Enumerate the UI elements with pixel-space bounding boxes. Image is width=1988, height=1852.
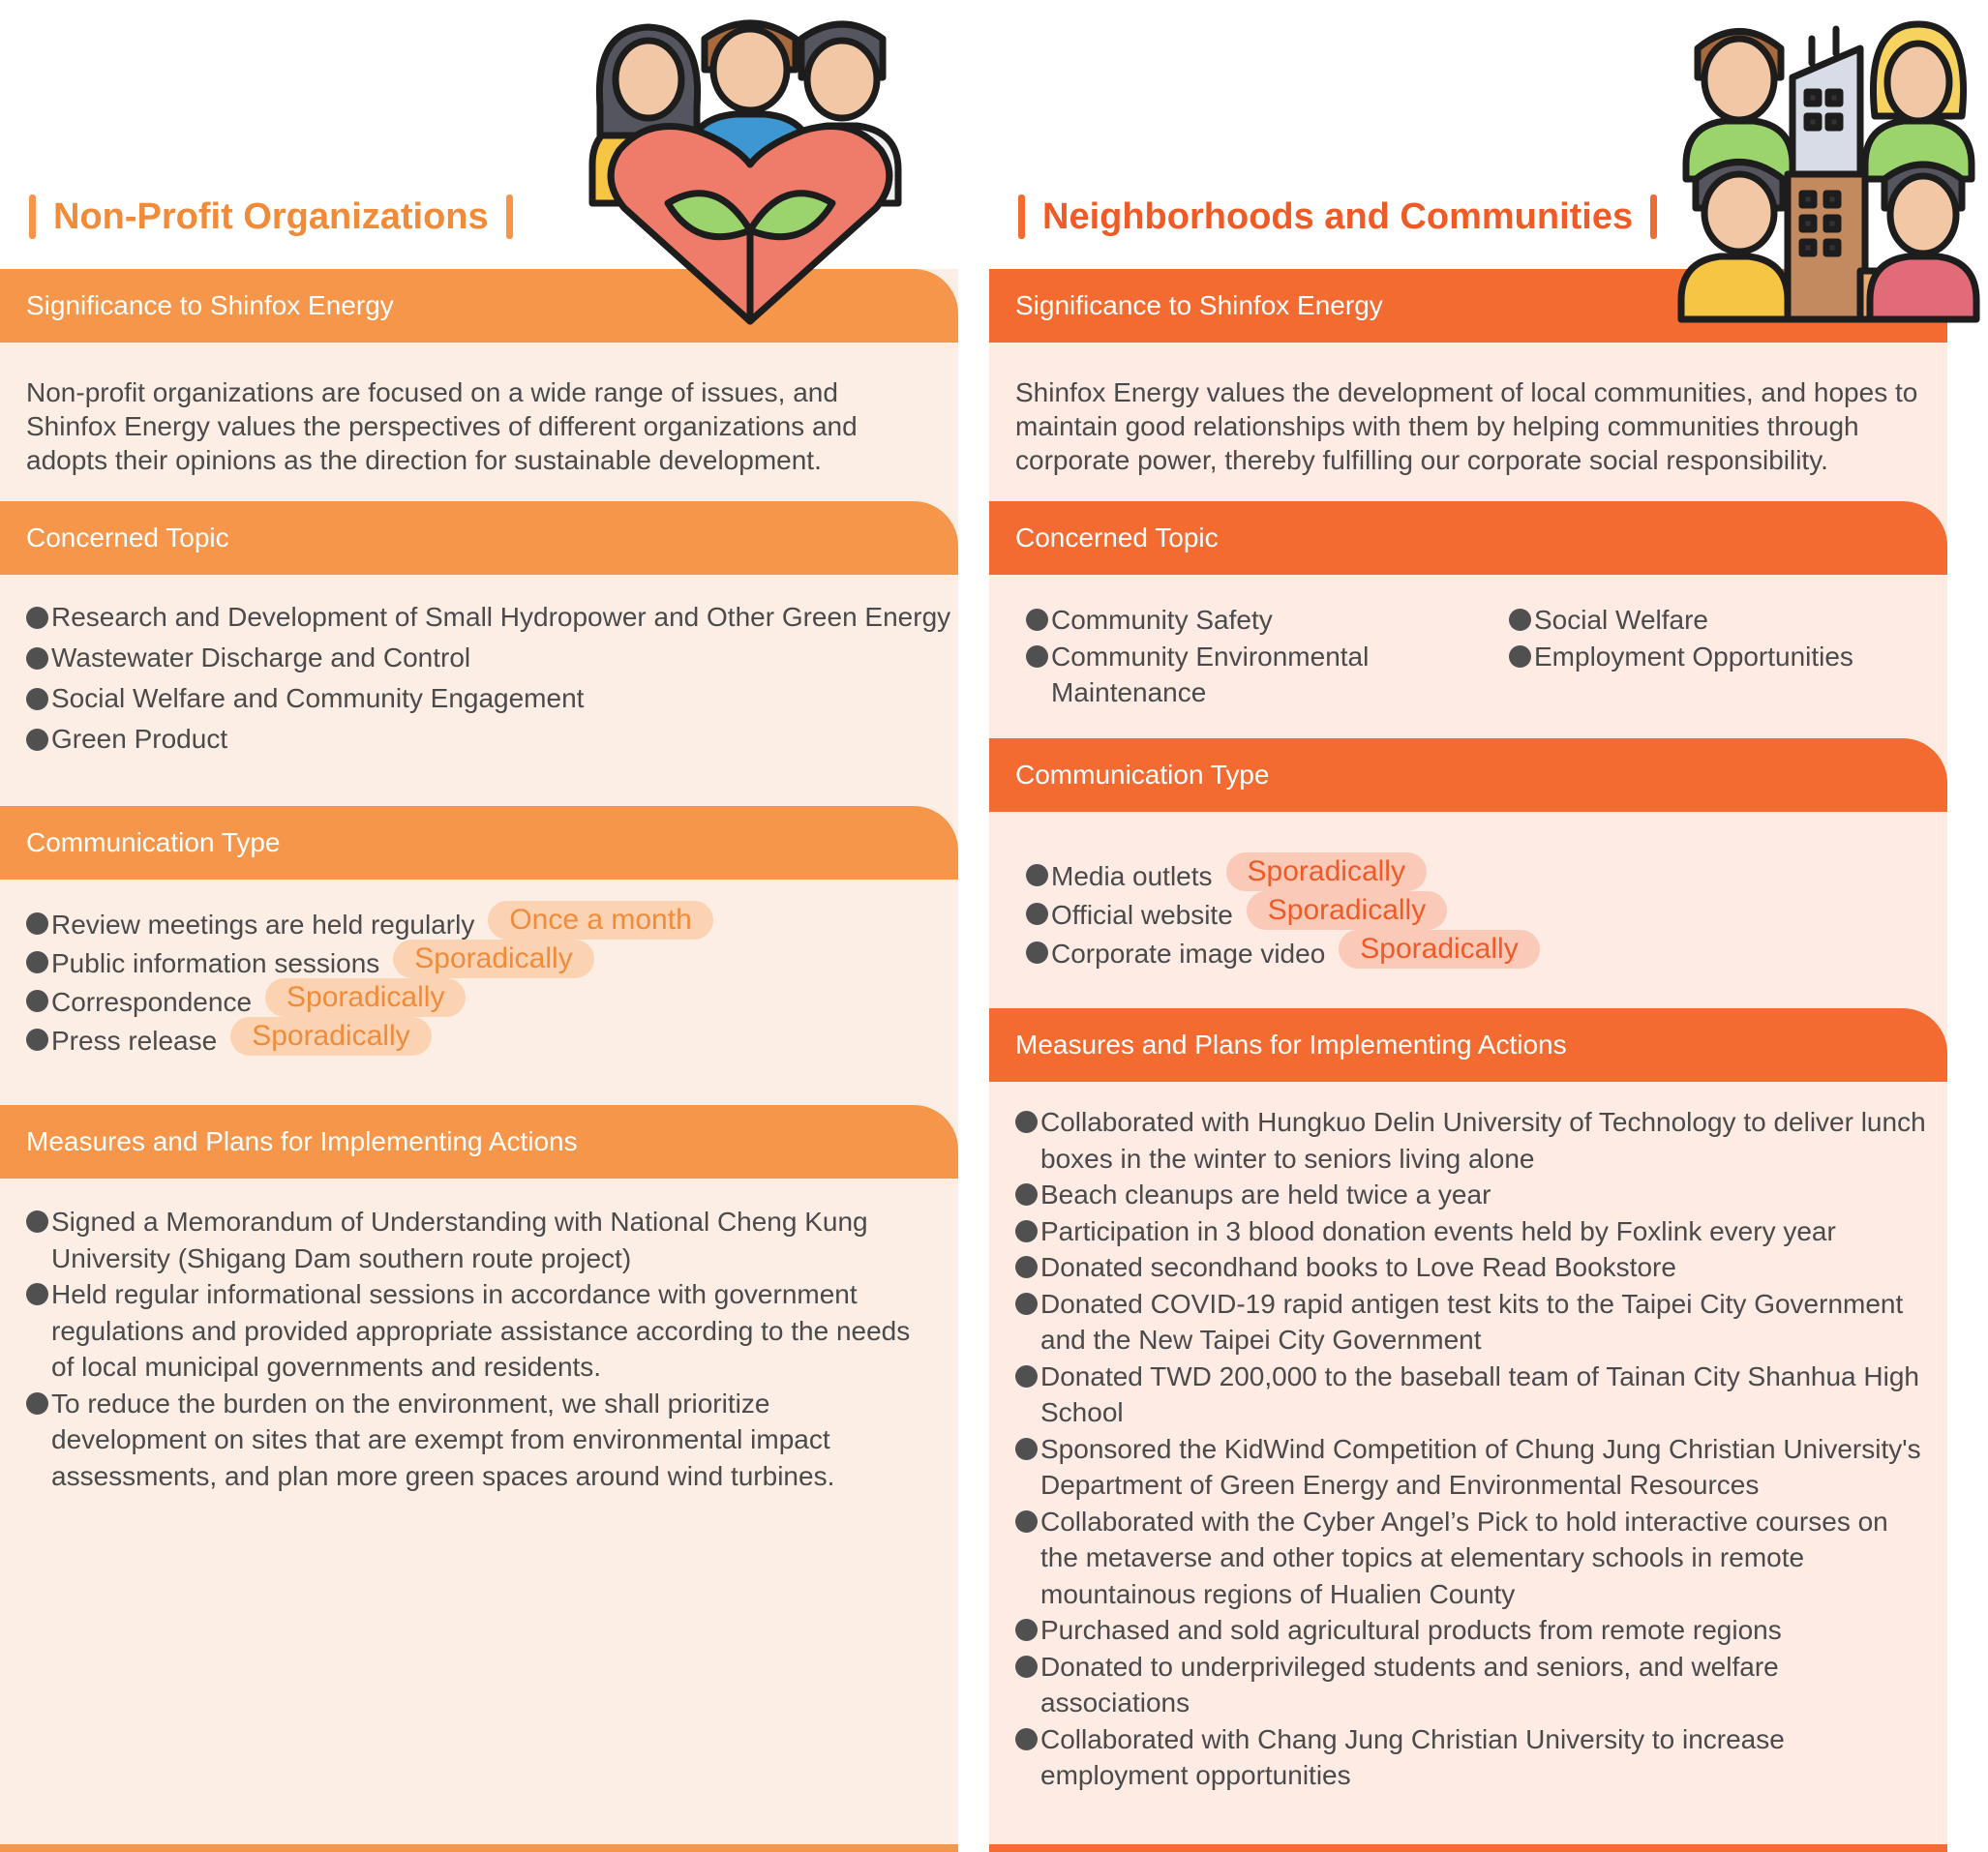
people-heart-sprout-icon <box>581 10 910 329</box>
bullet-icon <box>26 1392 48 1415</box>
bullet-icon <box>1026 941 1048 964</box>
nonprofit-measures-list <box>26 1204 926 1494</box>
frequency-tag: Sporadically <box>1247 891 1447 930</box>
nonprofit-significance-text: Non-profit organizations are focused on a wide range of issues, and Shinfox Energy values the perspectives of different organizations and adopts their opinions as the direction for sustainable development. <box>26 377 858 475</box>
list-item: Corporate image video Sporadically <box>1026 935 1936 973</box>
bullet-icon <box>26 990 48 1012</box>
list-item: Social Welfare and Community Engagement <box>26 678 955 719</box>
bullet-icon <box>1509 645 1531 668</box>
list-item: Held regular informational sessions in accordance with government regulations and provided appropriate assistance according to the needs of local municipal governments and residents. <box>26 1276 926 1386</box>
title-bar-right <box>1650 194 1657 239</box>
bullet-icon <box>1015 1256 1038 1278</box>
list-item: Press release Sporadically <box>26 1022 955 1060</box>
nonprofit-concerned-topic-heading: Concerned Topic <box>0 501 958 575</box>
list-item: Donated COVID-19 rapid antigen test kits to the Taipei City Government and the New Taipei City Government <box>1015 1286 1930 1359</box>
frequency-tag: Sporadically <box>265 978 466 1017</box>
bullet-icon <box>1015 1183 1038 1206</box>
community-title: Neighborhoods and Communities <box>1042 195 1634 237</box>
list-item: Research and Development of Small Hydropower and Other Green Energy <box>26 597 955 638</box>
bullet-icon <box>1015 1293 1038 1315</box>
list-item: Media outlets Sporadically <box>1026 857 1936 896</box>
nonprofit-topic-list <box>26 597 955 760</box>
bullet-icon <box>1026 645 1048 668</box>
community-significance-text: Shinfox Energy values the development of local communities, and hopes to maintain good relationships with them by helping communities through corporate power, thereby fulfilling our corporate social responsibility. <box>1015 377 1918 475</box>
list-item: Social Welfare <box>1509 602 1935 639</box>
community-concerned-topic-heading: Concerned Topic <box>989 501 1947 575</box>
list-item: Community Safety <box>1026 602 1481 639</box>
nonprofit-significance-heading: Significance to Shinfox Energy <box>0 269 958 343</box>
list-item: Participation in 3 blood donation events held by Foxlink every year <box>1015 1213 1930 1250</box>
bullet-icon <box>1026 903 1048 925</box>
community-communication-heading: Communication Type <box>989 738 1947 812</box>
frequency-tag: Sporadically <box>393 940 593 978</box>
list-item: Donated to underprivileged students and seniors, and welfare associations <box>1015 1649 1930 1721</box>
bullet-icon <box>26 647 48 670</box>
bullet-icon <box>1015 1438 1038 1460</box>
bullet-icon <box>26 1210 48 1233</box>
frequency-tag: Once a month <box>488 901 712 940</box>
community-card <box>989 269 1947 1852</box>
list-item: Collaborated with Hungkuo Delin University of Technology to deliver lunch boxes in the winter to seniors living alone <box>1015 1104 1930 1177</box>
list-item: Public information sessions Sporadically <box>26 944 955 983</box>
list-item: Collaborated with the Cyber Angel’s Pick to hold interactive courses on the metaverse and other topics at elementary schools in remote mountainous regions of Hualien County <box>1015 1504 1930 1613</box>
nonprofit-communication-heading: Communication Type <box>0 806 958 880</box>
bullet-icon <box>1509 609 1531 631</box>
list-item: Official website Sporadically <box>1026 896 1936 935</box>
list-item: Employment Opportunities <box>1509 639 1935 675</box>
title-bar-right <box>506 194 513 239</box>
bullet-icon <box>1026 609 1048 631</box>
list-item: Purchased and sold agricultural products from remote regions <box>1015 1612 1930 1649</box>
community-title-group <box>1018 192 1657 242</box>
bullet-icon <box>1015 1656 1038 1678</box>
community-column <box>989 0 1947 1852</box>
list-item: Review meetings are held regularly Once a month <box>26 906 955 944</box>
frequency-tag: Sporadically <box>1339 930 1539 969</box>
bullet-icon <box>26 1283 48 1305</box>
frequency-tag: Sporadically <box>230 1017 431 1056</box>
bullet-icon <box>1015 1510 1038 1533</box>
community-significance-heading: Significance to Shinfox Energy <box>989 269 1947 343</box>
bullet-icon <box>26 607 48 629</box>
bullet-icon <box>26 1029 48 1051</box>
nonprofit-measures-heading: Measures and Plans for Implementing Actions <box>0 1105 958 1179</box>
list-item: Collaborated with Chang Jung Christian University to increase employment opportunities <box>1015 1721 1930 1794</box>
bullet-icon <box>26 912 48 935</box>
community-topic-list-col2 <box>1509 602 1935 674</box>
title-bar-left <box>29 194 36 239</box>
list-item: To reduce the burden on the environment, we shall prioritize development on sites that are exempt from environmental impact assessments, and plan more green spaces around wind turbines. <box>26 1386 926 1495</box>
frequency-tag: Sporadically <box>1226 852 1427 891</box>
list-item: Community Environmental Maintenance <box>1026 639 1481 711</box>
card-bottom-border <box>0 1844 958 1852</box>
list-item: Sponsored the KidWind Competition of Chung Jung Christian University's Department of Green Energy and Environmental Resources <box>1015 1431 1930 1504</box>
bullet-icon <box>26 729 48 751</box>
community-measures-list <box>1015 1104 1930 1794</box>
bullet-icon <box>26 688 48 710</box>
bullet-icon <box>1015 1365 1038 1388</box>
nonprofit-title: Non-Profit Organizations <box>53 195 489 237</box>
list-item: Correspondence Sporadically <box>26 983 955 1022</box>
list-item: Donated secondhand books to Love Read Bookstore <box>1015 1249 1930 1286</box>
list-item: Wastewater Discharge and Control <box>26 638 955 678</box>
community-measures-heading: Measures and Plans for Implementing Actions <box>989 1008 1947 1082</box>
bullet-icon <box>1015 1619 1038 1641</box>
nonprofit-column <box>0 0 958 1852</box>
bullet-icon <box>1026 864 1048 886</box>
bullet-icon <box>1015 1728 1038 1750</box>
list-item: Signed a Memorandum of Understanding with National Cheng Kung University (Shigang Dam southern route project) <box>26 1204 926 1276</box>
list-item: Green Product <box>26 719 955 760</box>
community-communication-list <box>1026 857 1936 973</box>
card-bottom-border <box>989 1844 1947 1852</box>
bullet-icon <box>1015 1111 1038 1133</box>
community-topic-list-col1 <box>1026 602 1481 711</box>
nonprofit-title-group <box>29 192 513 242</box>
title-bar-left <box>1018 194 1025 239</box>
nonprofit-communication-list <box>26 906 955 1060</box>
list-item: Donated TWD 200,000 to the baseball team of Tainan City Shanhua High School <box>1015 1359 1930 1431</box>
list-item: Beach cleanups are held twice a year <box>1015 1177 1930 1213</box>
community-people-buildings-icon <box>1667 10 1986 329</box>
bullet-icon <box>1015 1220 1038 1242</box>
bullet-icon <box>26 951 48 973</box>
nonprofit-card <box>0 269 958 1852</box>
